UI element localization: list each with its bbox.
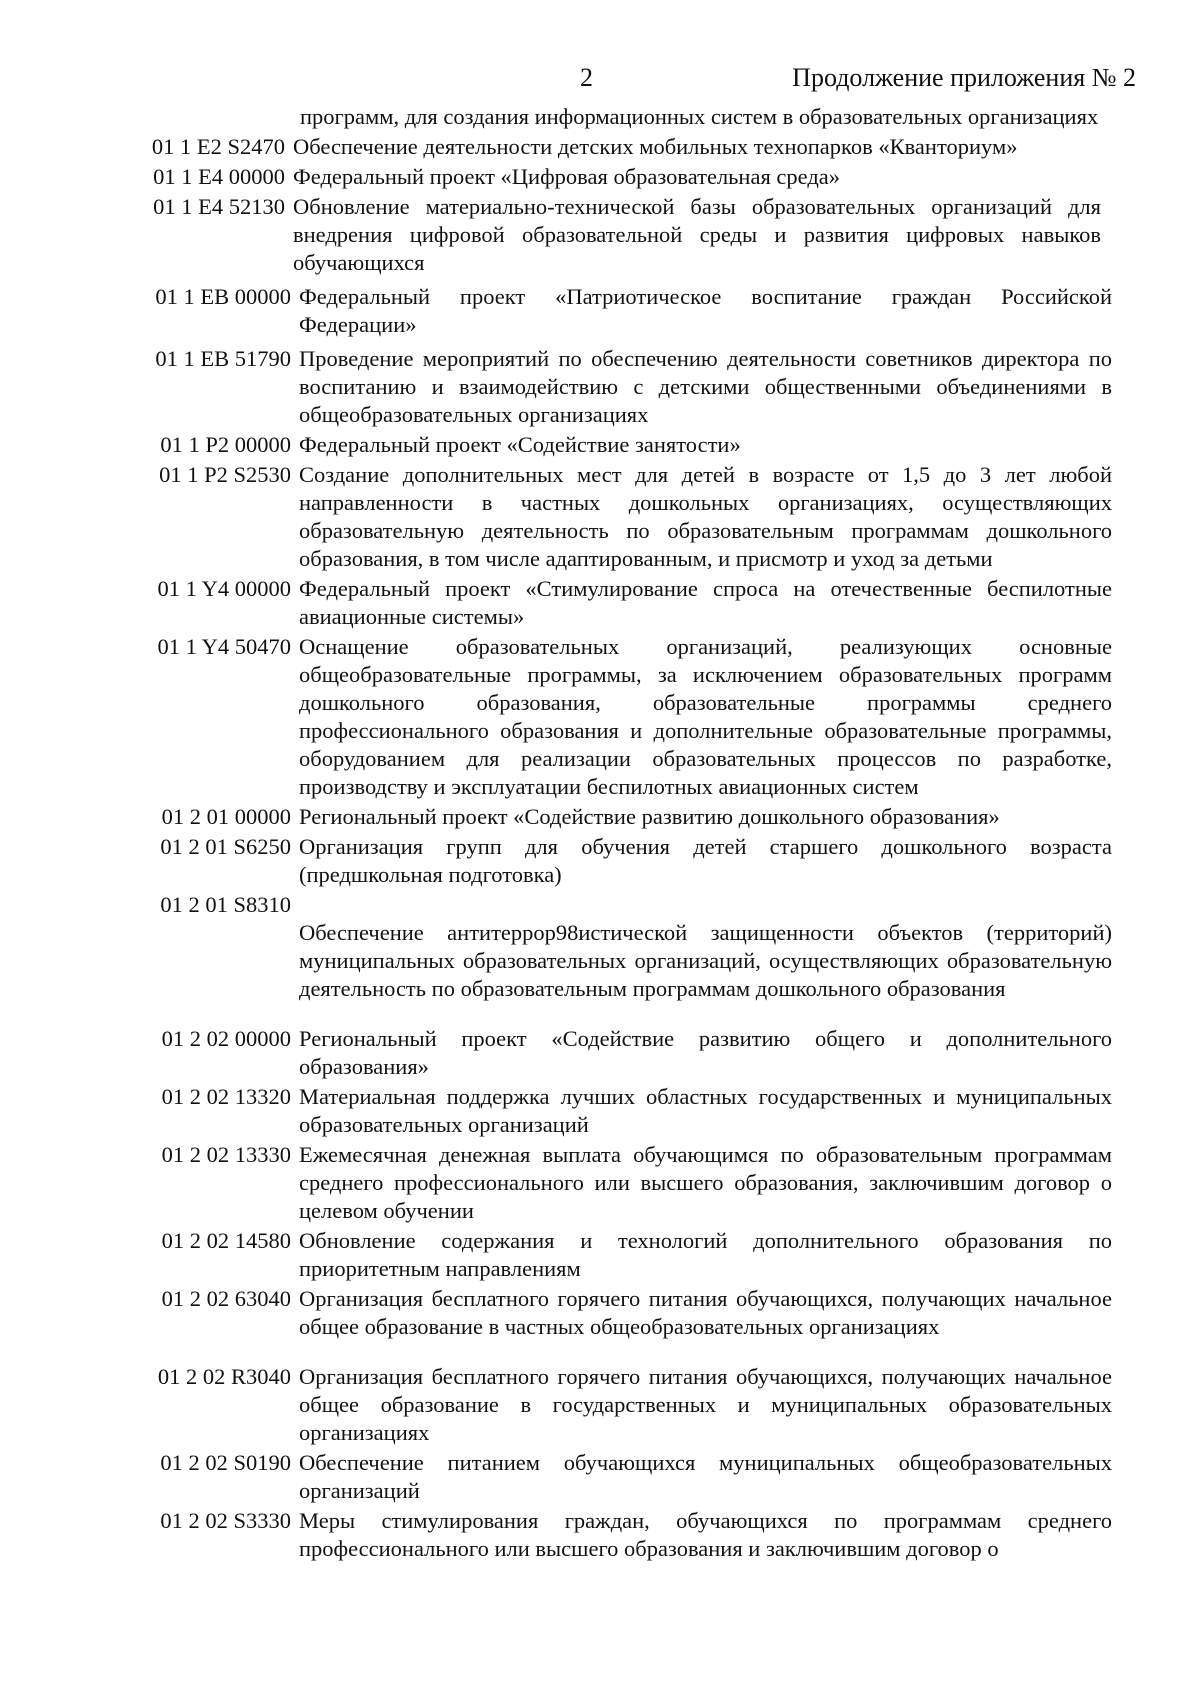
entry-text: Обновление материально-технической базы образовательных организаций для внедрения цифровой образовательной среды и развития цифровых навыков обучающихся [293, 194, 1101, 275]
entry-text: Обеспечение деятельности детских мобильных технопарков «Кванториум» [293, 134, 1018, 159]
entry-text: Обеспечение питанием обучающихся муниципальных общеобразовательных организаций [299, 1450, 1112, 1503]
entry-text: Организация бесплатного горячего питания обучающихся, получающих начальное общее образование в частных общеобразовательных организациях [299, 1286, 1112, 1339]
list-item [0, 1363, 1200, 1447]
entry-code: 01 2 01 S6250 [160, 834, 291, 859]
entry-text: Обеспечение антитеррор98истической защищенности объектов (территорий) муниципальных образовательных организаций, осуществляющих образовательную деятельность по образовательным программам дошкольного образования [299, 920, 1112, 1001]
list-item [0, 633, 1200, 801]
entry-text: Обновление содержания и технологий дополнительного образования по приоритетным направлениям [299, 1228, 1112, 1281]
list-item [0, 193, 1200, 277]
budget-code-list [0, 103, 1200, 1563]
entry-code: 01 2 02 63040 [161, 1286, 291, 1311]
list-item [0, 833, 1200, 889]
list-item [0, 1285, 1200, 1341]
list-item [0, 431, 1200, 459]
entry-text: Материальная поддержка лучших областных государственных и муниципальных образовательных организаций [299, 1084, 1112, 1137]
entry-text: Ежемесячная денежная выплата обучающимся по образовательным программам среднего профессионального или высшего образования, заключившим договор о целевом обучении [299, 1142, 1112, 1223]
list-item [0, 1083, 1200, 1139]
entry-code: 01 2 01 00000 [161, 804, 291, 829]
entry-text: Организация бесплатного горячего питания обучающихся, получающих начальное общее образование в государственных и муниципальных образовательных организациях [299, 1364, 1112, 1445]
entry-text: Федеральный проект «Содействие занятости» [299, 432, 741, 457]
list-item [0, 891, 1200, 1003]
entry-text: Региональный проект «Содействие развитию общего и дополнительного образования» [299, 1026, 1112, 1079]
list-item [0, 1141, 1200, 1225]
list-item [0, 1227, 1200, 1283]
entry-code: 01 2 02 00000 [161, 1026, 291, 1051]
entry-code: 01 1 Y4 00000 [157, 576, 291, 601]
entry-code: 01 1 E2 S2470 [151, 134, 285, 159]
entry-text: Федеральный проект «Патриотическое воспитание граждан Российской Федерации» [299, 284, 1112, 337]
entry-text: Оснащение образовательных организаций, реализующих основные общеобразовательные программы, за исключением образовательных программ дошкольного образования, образовательные программы среднего профессионального образования и дополнительные образовательные программы, оборудованием для реализации образовательных процессов по разработке, производству и эксплуатации беспилотных авиационных систем [299, 634, 1112, 799]
list-item [0, 1507, 1200, 1563]
entry-code: 01 2 02 13320 [161, 1084, 291, 1109]
list-item [0, 1025, 1200, 1081]
entry-code: 01 1 E4 52130 [153, 194, 285, 219]
entry-code: 01 1 P2 S2530 [159, 462, 291, 487]
entry-code: 01 2 02 S3330 [160, 1508, 291, 1533]
entry-text: Федеральный проект «Стимулирование спроса на отечественные беспилотные авиационные системы» [299, 576, 1112, 629]
header-title: Продолжение приложения № 2 [792, 63, 1136, 92]
entry-text: Проведение мероприятий по обеспечению деятельности советников директора по воспитанию и взаимодействию с детскими общественными объединениями в общеобразовательных организациях [299, 346, 1112, 427]
entry-code: 01 2 02 13330 [161, 1142, 291, 1167]
list-item [0, 461, 1200, 573]
list-item [0, 163, 1200, 191]
entry-code: 01 2 02 14580 [161, 1228, 291, 1253]
entry-code: 01 2 02 R3040 [157, 1364, 291, 1389]
list-item [0, 283, 1200, 339]
entry-text: Региональный проект «Содействие развитию дошкольного образования» [299, 804, 1000, 829]
entry-code: 01 1 E4 00000 [153, 164, 285, 189]
list-item [0, 575, 1200, 631]
entry-code: 01 1 P2 00000 [160, 432, 291, 457]
entry-text: Федеральный проект «Цифровая образовательная среда» [293, 164, 841, 189]
list-item [0, 345, 1200, 429]
continuation-text: программ, для создания информационных систем в образовательных организациях [300, 104, 1099, 129]
entry-code: 01 1 EB 00000 [155, 284, 291, 309]
list-item [0, 803, 1200, 831]
entry-text: Организация групп для обучения детей старшего дошкольного возраста (предшкольная подготовка) [299, 834, 1112, 887]
list-item [0, 1449, 1200, 1505]
page-number: 2 [580, 63, 593, 92]
entry-code: 01 1 Y4 50470 [157, 634, 291, 659]
entry-code: 01 2 02 S0190 [160, 1450, 291, 1475]
entry-text: Меры стимулирования граждан, обучающихся по программам среднего профессионального или высшего образования и заключившим договор о [299, 1508, 1112, 1561]
list-item [0, 133, 1200, 161]
entry-text: Создание дополнительных мест для детей в возрасте от 1,5 до 3 лет любой направленности в частных дошкольных организациях, осуществляющих образовательную деятельность по образовательным программам дошкольного образования, в том числе адаптированным, и присмотр и уход за детьми [299, 462, 1112, 571]
continuation-row [0, 103, 1200, 131]
entry-code: 01 2 01 S8310 [160, 892, 291, 917]
entry-code: 01 1 EB 51790 [155, 346, 291, 371]
